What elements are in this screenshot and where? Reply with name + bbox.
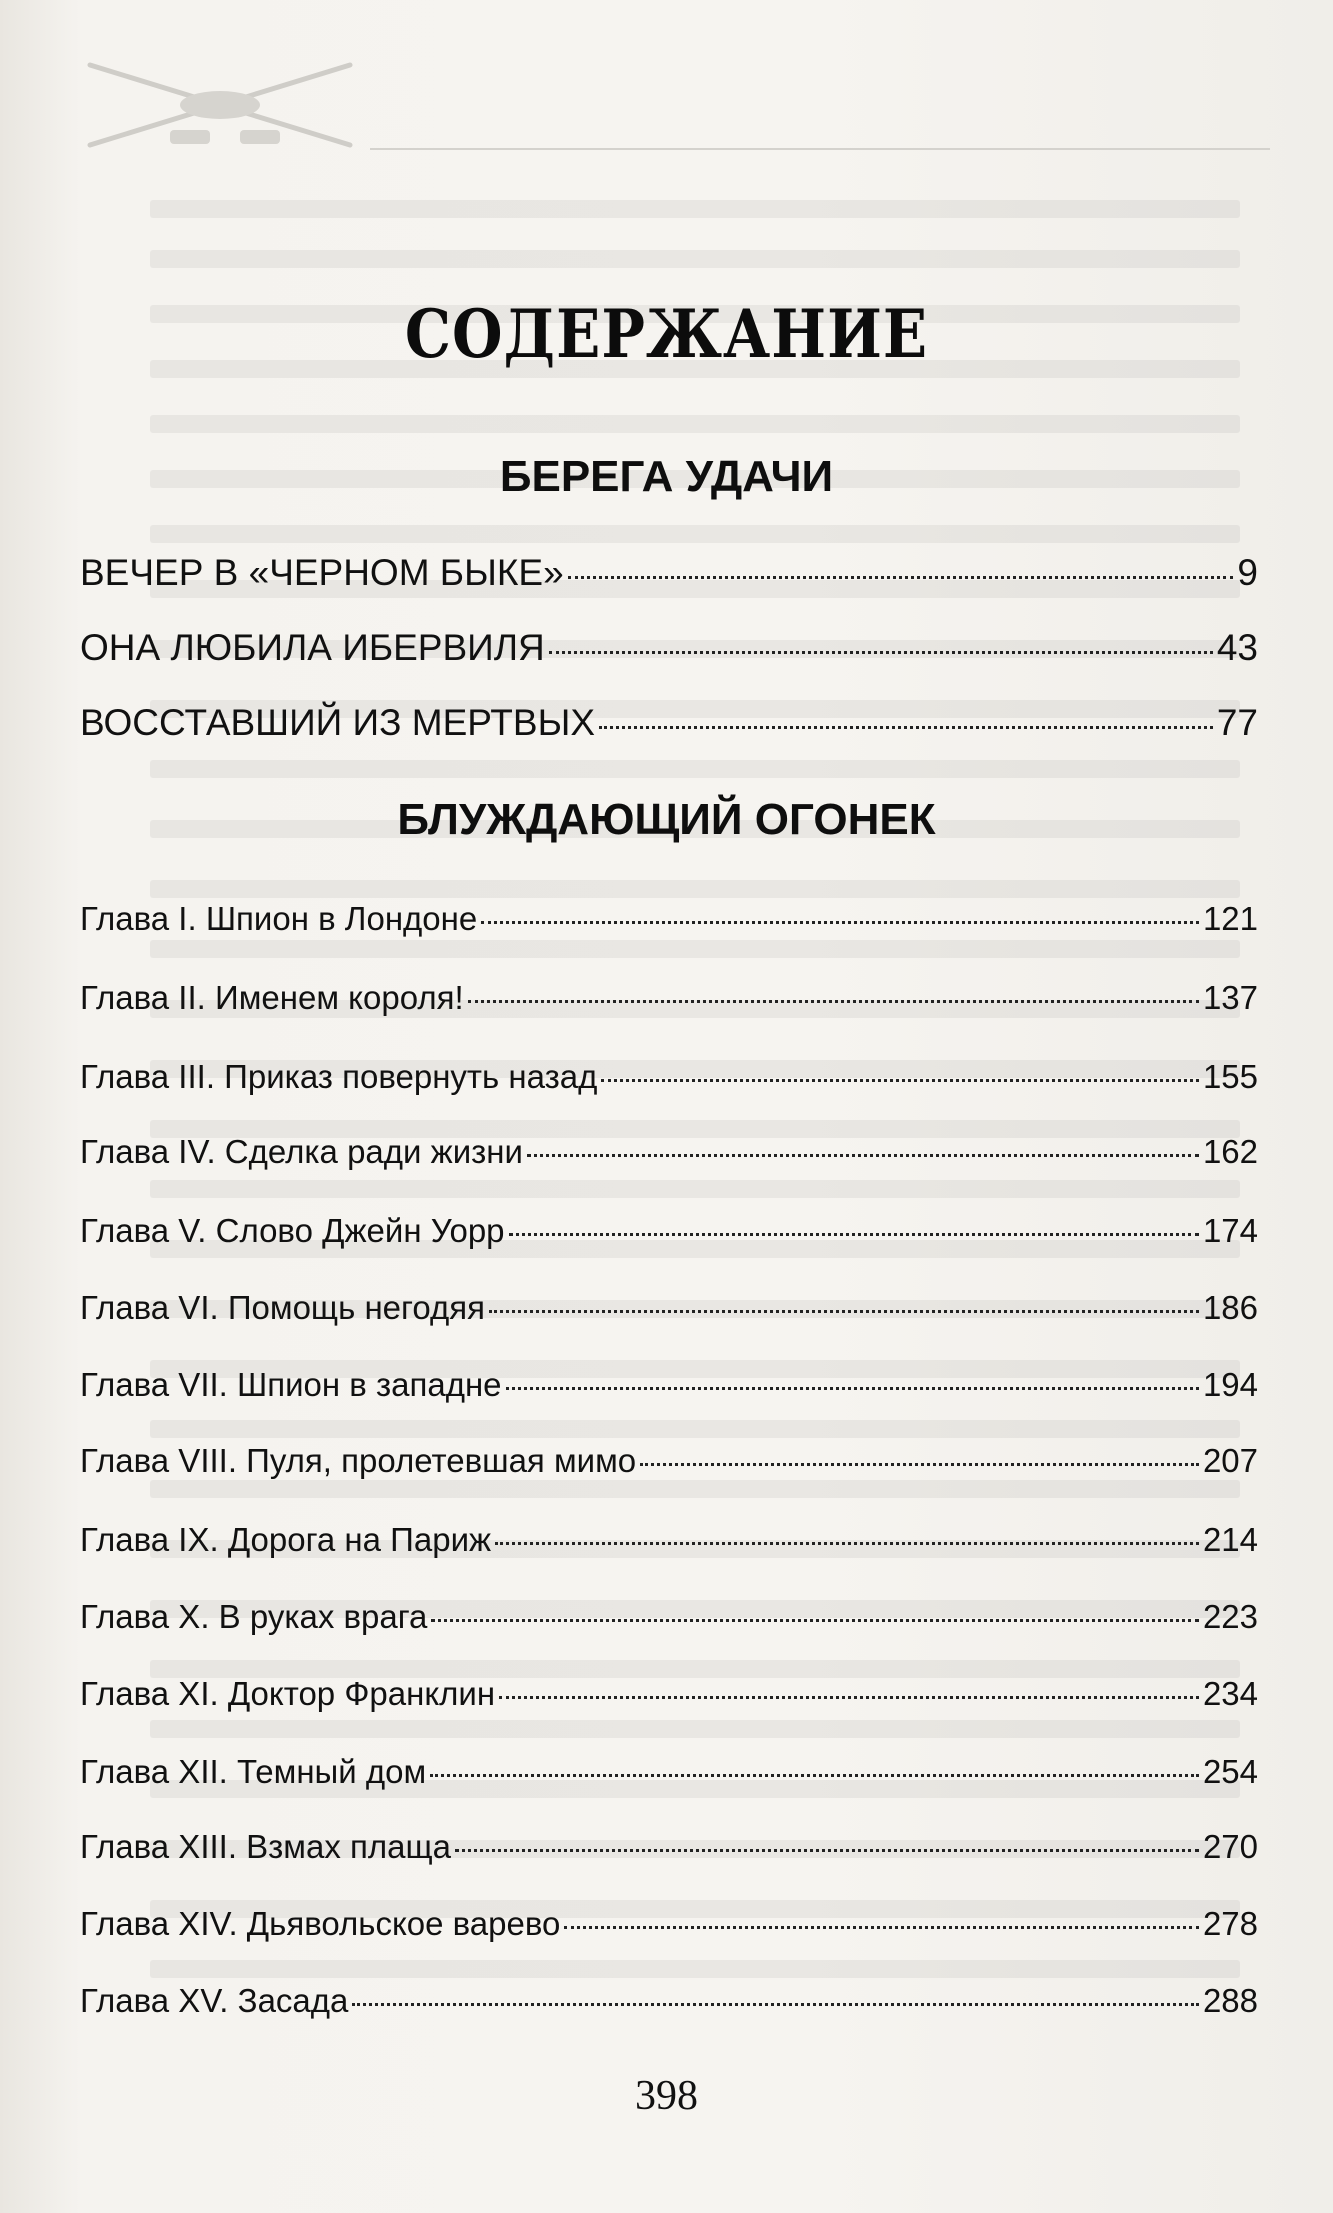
toc-entry-page: 214 (1202, 1521, 1258, 1558)
header-rule (370, 148, 1270, 150)
toc-entry-title: Глава I. Шпион в Лондоне (80, 900, 478, 937)
toc-entry-page: 155 (1202, 1058, 1258, 1095)
toc-entry-page: 254 (1202, 1753, 1258, 1790)
toc-entry[interactable] (80, 702, 1258, 744)
toc-entry-title: Глава XI. Доктор Франклин (80, 1675, 496, 1712)
toc-entry-title: Глава IV. Сделка ради жизни (80, 1133, 523, 1170)
dot-leader (509, 1233, 1199, 1236)
toc-entry-page: 288 (1202, 1982, 1258, 2019)
toc-entry[interactable] (80, 627, 1258, 669)
toc-entry-page: 207 (1202, 1442, 1258, 1479)
toc-entry-page: 137 (1202, 979, 1258, 1016)
toc-entry-title: ОНА ЛЮБИЛА ИБЕРВИЛЯ (80, 627, 545, 668)
toc-entry-title: Глава VII. Шпион в западне (80, 1366, 502, 1403)
toc-entry-title: Глава X. В руках врага (80, 1598, 428, 1635)
toc-entry[interactable] (80, 1753, 1258, 1791)
dot-leader (455, 1849, 1199, 1852)
toc-entry-page: 162 (1202, 1133, 1258, 1170)
toc-entry[interactable] (80, 1442, 1258, 1480)
toc-entry[interactable] (80, 1133, 1258, 1171)
toc-entry-title: Глава VI. Помощь негодяя (80, 1289, 485, 1326)
toc-entry[interactable] (80, 979, 1258, 1017)
toc-entry[interactable] (80, 552, 1258, 594)
toc-entry-title: Глава XV. Засада (80, 1982, 349, 2019)
dot-leader (468, 1000, 1199, 1003)
dot-leader (549, 651, 1213, 654)
dot-leader (352, 2003, 1199, 2006)
toc-entry[interactable] (80, 1058, 1258, 1096)
toc-entry-page: 223 (1202, 1598, 1258, 1635)
toc-entry[interactable] (80, 1289, 1258, 1327)
toc-entry[interactable] (80, 1828, 1258, 1866)
section-title-bluzhdayushchiy-ogonek: БЛУЖДАЮЩИЙ ОГОНЕК (397, 795, 936, 844)
dot-leader (527, 1154, 1199, 1157)
toc-entry-page: 9 (1237, 552, 1258, 593)
dot-leader (506, 1387, 1199, 1390)
dot-leader (640, 1463, 1199, 1466)
toc-entry-title: Глава XIII. Взмах плаща (80, 1828, 451, 1865)
dot-leader (601, 1079, 1199, 1082)
toc-entry[interactable] (80, 1521, 1258, 1559)
toc-entry-page: 43 (1216, 627, 1258, 668)
toc-entry-page: 194 (1202, 1366, 1258, 1403)
toc-entry-page: 234 (1202, 1675, 1258, 1712)
toc-entry-title: Глава II. Именем короля! (80, 979, 464, 1016)
toc-entry-title: ВОССТАВШИЙ ИЗ МЕРТВЫХ (80, 702, 596, 743)
dot-leader (431, 1619, 1199, 1622)
dot-leader (481, 921, 1199, 924)
crossed-swords-ornament-icon (70, 45, 370, 155)
dot-leader (564, 1926, 1199, 1929)
toc-entry-page: 186 (1202, 1289, 1258, 1326)
contents-title: СОДЕРЖАНИЕ (404, 294, 929, 374)
toc-entry-title: Глава XII. Темный дом (80, 1753, 427, 1790)
toc-entry[interactable] (80, 1675, 1258, 1713)
toc-entry-title: Глава VIII. Пуля, пролетевшая мимо (80, 1442, 637, 1479)
toc-entry-title: Глава V. Слово Джейн Уорр (80, 1212, 505, 1249)
toc-entry[interactable] (80, 1598, 1258, 1636)
dot-leader (489, 1310, 1199, 1313)
toc-entry[interactable] (80, 1212, 1258, 1250)
toc-entry-page: 77 (1216, 702, 1258, 743)
toc-entry-page: 270 (1202, 1828, 1258, 1865)
page-number: 398 (635, 2073, 698, 2119)
toc-entry-page: 278 (1202, 1905, 1258, 1942)
toc-entry-title: ВЕЧЕР В «ЧЕРНОМ БЫКЕ» (80, 552, 564, 593)
toc-entry-title: Глава IX. Дорога на Париж (80, 1521, 492, 1558)
dot-leader (499, 1696, 1199, 1699)
dot-leader (568, 576, 1234, 579)
toc-entry-title: Глава III. Приказ повернуть назад (80, 1058, 598, 1095)
section-title-beregi-udachi: БЕРЕГА УДАЧИ (499, 452, 834, 501)
dot-leader (495, 1542, 1199, 1545)
toc-entry-page: 174 (1202, 1212, 1258, 1249)
toc-entry[interactable] (80, 900, 1258, 938)
dot-leader (599, 726, 1213, 729)
toc-entry-page: 121 (1202, 900, 1258, 937)
toc-entry[interactable] (80, 1366, 1258, 1404)
toc-entry-title: Глава XIV. Дьявольское варево (80, 1905, 561, 1942)
toc-entry[interactable] (80, 1982, 1258, 2020)
toc-entry[interactable] (80, 1905, 1258, 1943)
dot-leader (430, 1774, 1199, 1777)
